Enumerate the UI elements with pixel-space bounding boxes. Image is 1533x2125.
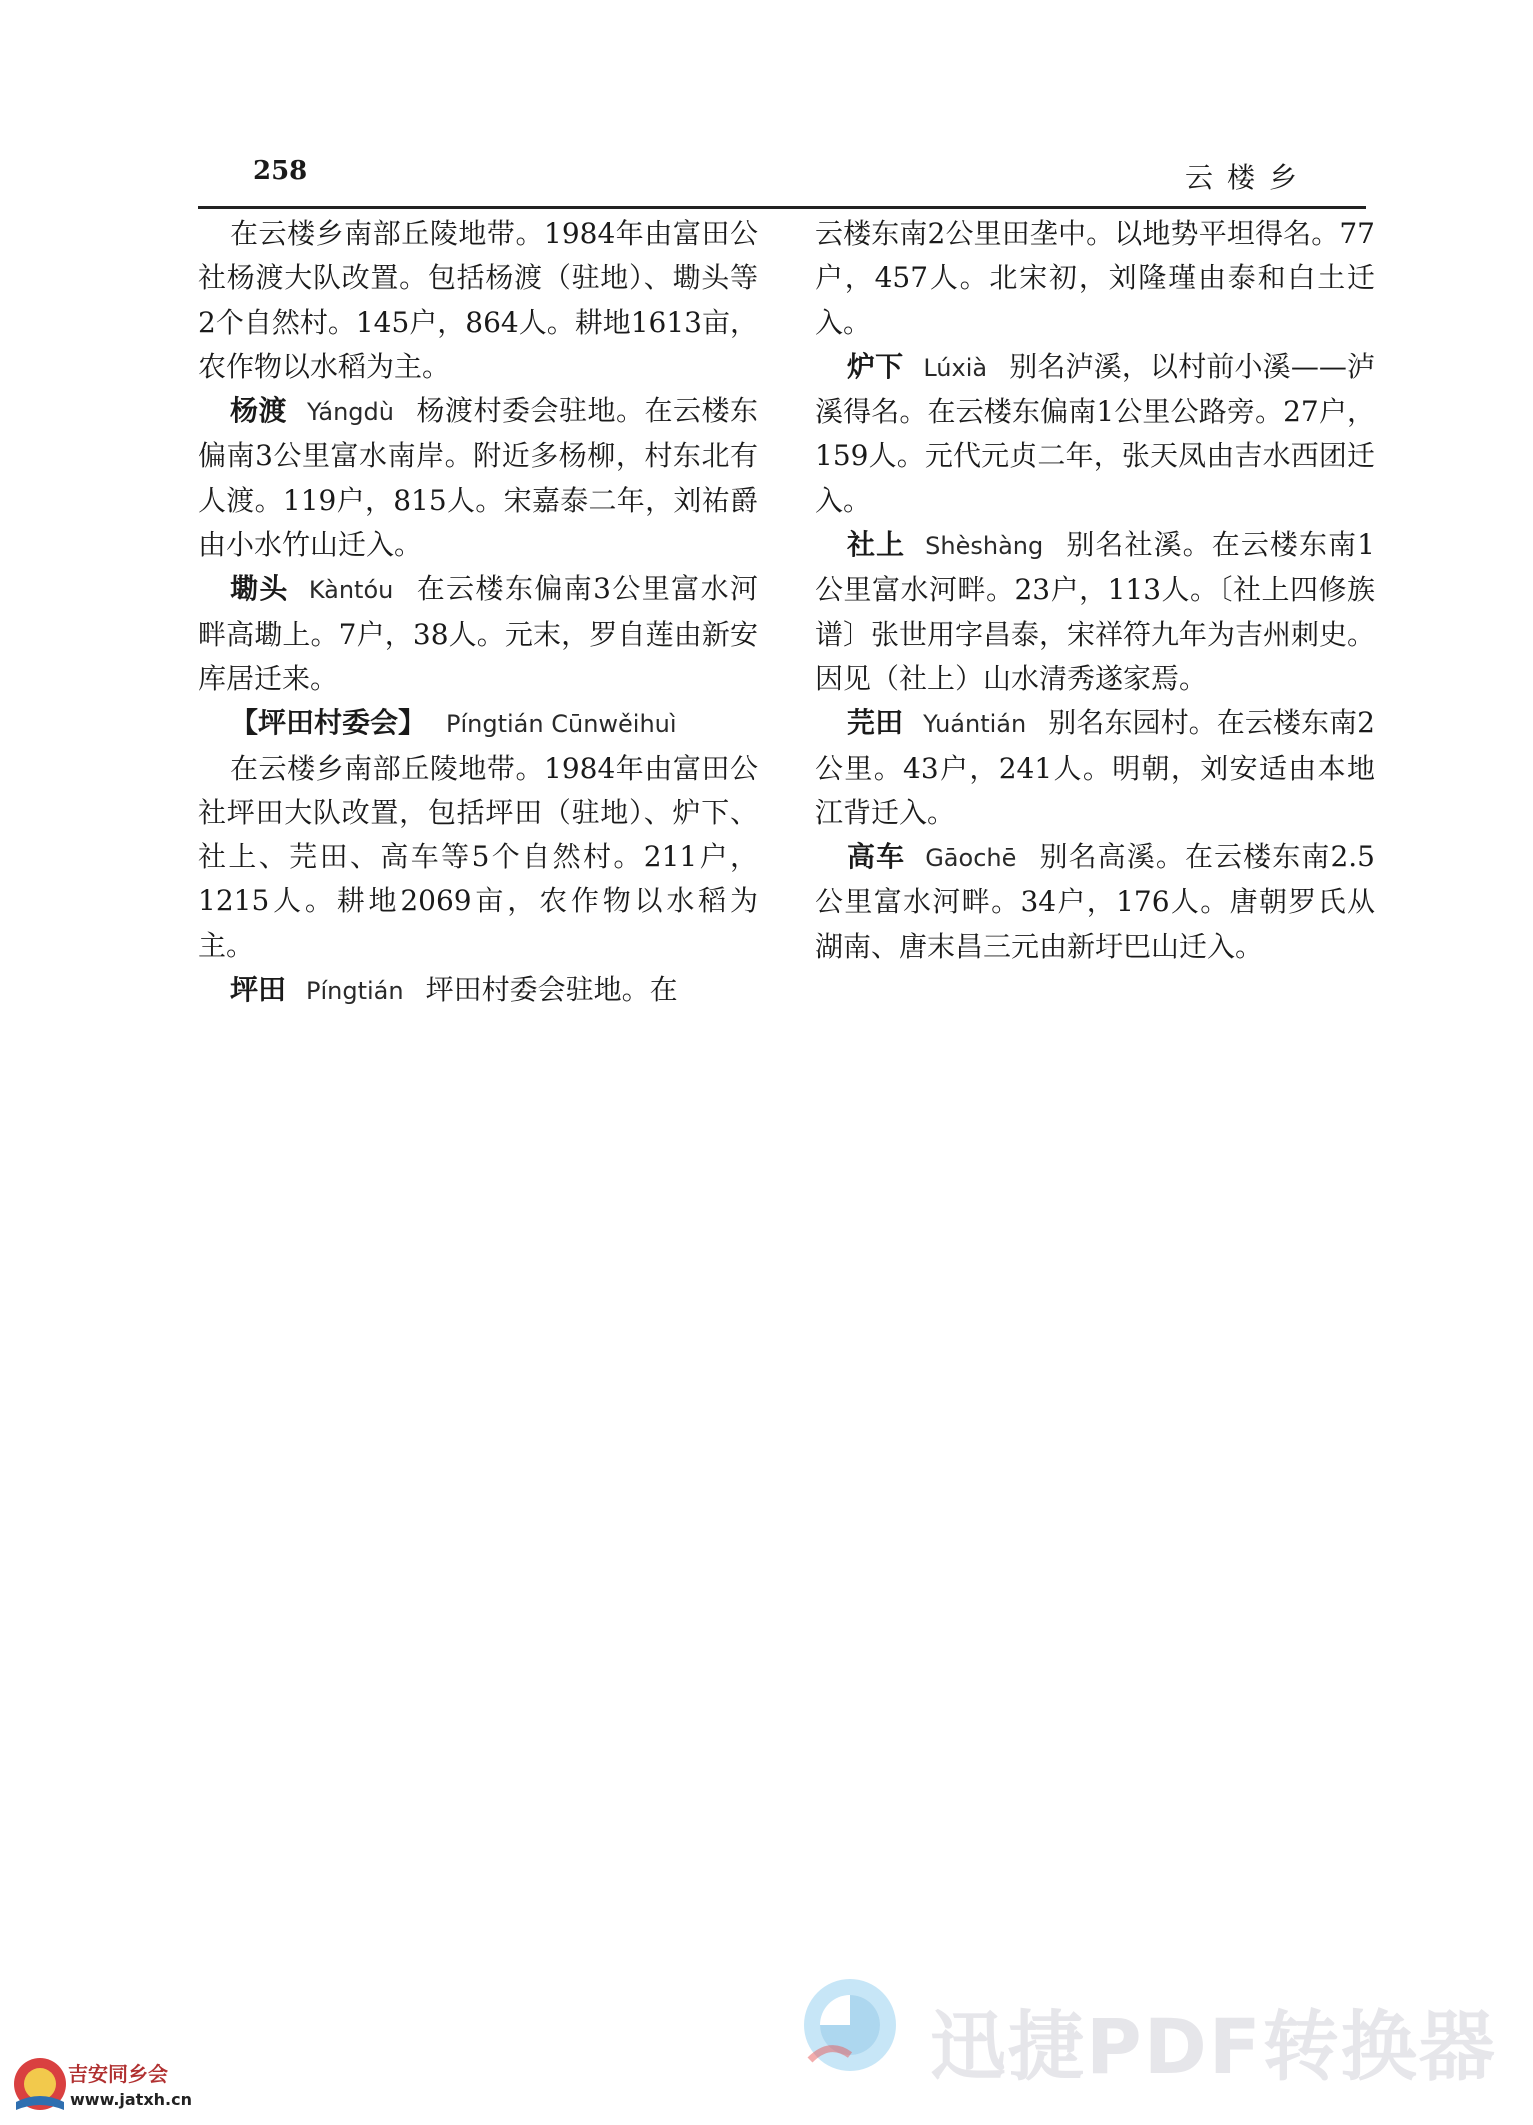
association-logo (10, 2050, 240, 2120)
entry-pinyin: Kàntóu (308, 576, 394, 605)
entry-name: 芫田 (847, 706, 904, 740)
section-heading-name: 【坪田村委会】 (230, 706, 427, 740)
entry-paragraph (198, 389, 758, 567)
entry-text: 在云楼东偏南3公里富水河畔高墈上。7户，38人。元末，罗自莲由新安库居迁来。 (198, 572, 758, 695)
association-url: www.jatxh.cn (70, 2090, 192, 2109)
entry-pinyin: Gāochē (925, 844, 1017, 873)
entry-name: 墈头 (230, 572, 289, 606)
entry-name: 社上 (847, 528, 906, 562)
entry-name: 炉下 (847, 349, 904, 383)
entry-pinyin: Yuántián (923, 710, 1027, 739)
entry-text: 别名高溪。在云楼东南2.5公里富水河畔。34户，176人。唐朝罗氏从湖南、唐末昌三元由新圩巴山迁入。 (815, 840, 1375, 963)
section-heading-pinyin: Píngtián Cūnwěihuì (446, 710, 677, 739)
entry-paragraph (815, 523, 1375, 701)
entry-paragraph-continued: 云楼东南2公里田垄中。以地势平坦得名。77户，457人。北宋初，刘隆瑾由泰和白土迁入。 (815, 217, 1375, 339)
entry-pinyin: Lúxià (923, 353, 988, 382)
entry-text: 杨渡村委会驻地。在云楼东偏南3公里富水南岸。附近多杨柳，村东北有人渡。119户，815人。宋嘉泰二年，刘祐爵由小水竹山迁入。 (198, 394, 758, 562)
running-title: 云楼乡 (1184, 161, 1311, 194)
entry-paragraph (198, 968, 758, 1013)
entry-pinyin: Píngtián (306, 977, 404, 1006)
entry-paragraph (815, 345, 1375, 523)
watermark-text: 迅捷PDF转换器 (930, 2002, 1497, 2091)
entry-text: 坪田村委会驻地。在 (425, 973, 678, 1007)
page-header (198, 156, 1366, 204)
entry-paragraph (815, 835, 1375, 969)
entry-paragraph (198, 567, 758, 701)
entry-name: 坪田 (230, 973, 287, 1007)
entry-text: 别名东园村。在云楼东南2公里。43户，241人。明朝，刘安适由本地江背迁入。 (815, 706, 1375, 829)
left-column (198, 212, 758, 1013)
entry-paragraph (815, 701, 1375, 835)
entry-paragraph: 在云楼乡南部丘陵地带。1984年由富田公社杨渡大队改置。包括杨渡（驻地）、墈头等2个自然村。145户，864人。耕地1613亩，农作物以水稻为主。 (198, 217, 758, 383)
section-heading (198, 701, 758, 746)
entry-paragraph: 在云楼乡南部丘陵地带。1984年由富田公社坪田大队改置，包括坪田（驻地）、炉下、社上、芫田、高车等5个自然村。211户，1215人。耕地2069亩，农作物以水稻为主。 (198, 751, 758, 962)
right-column (815, 212, 1375, 969)
entry-name: 高车 (847, 840, 906, 874)
entry-text: 别名泸溪，以村前小溪——泸溪得名。在云楼东偏南1公里公路旁。27户，159人。元代元贞二年，张天凤由吉水西团迁入。 (815, 349, 1375, 517)
entry-name: 杨渡 (230, 394, 288, 428)
header-rule (198, 206, 1366, 209)
entry-pinyin: Yángdù (307, 398, 394, 427)
page-number: 258 (253, 156, 308, 186)
entry-pinyin: Shèshàng (925, 532, 1044, 561)
pdf-converter-logo-icon (790, 1970, 910, 2080)
association-name: 吉安同乡会 (68, 2062, 168, 2086)
entry-text: 别名社溪。在云楼东南1公里富水河畔。23户，113人。〔社上四修族谱〕张世用字昌泰，宋祥符九年为吉州刺史。因见（社上）山水清秀遂家焉。 (815, 528, 1376, 695)
converter-watermark (790, 1970, 1510, 2091)
association-emblem-icon (10, 2050, 70, 2116)
